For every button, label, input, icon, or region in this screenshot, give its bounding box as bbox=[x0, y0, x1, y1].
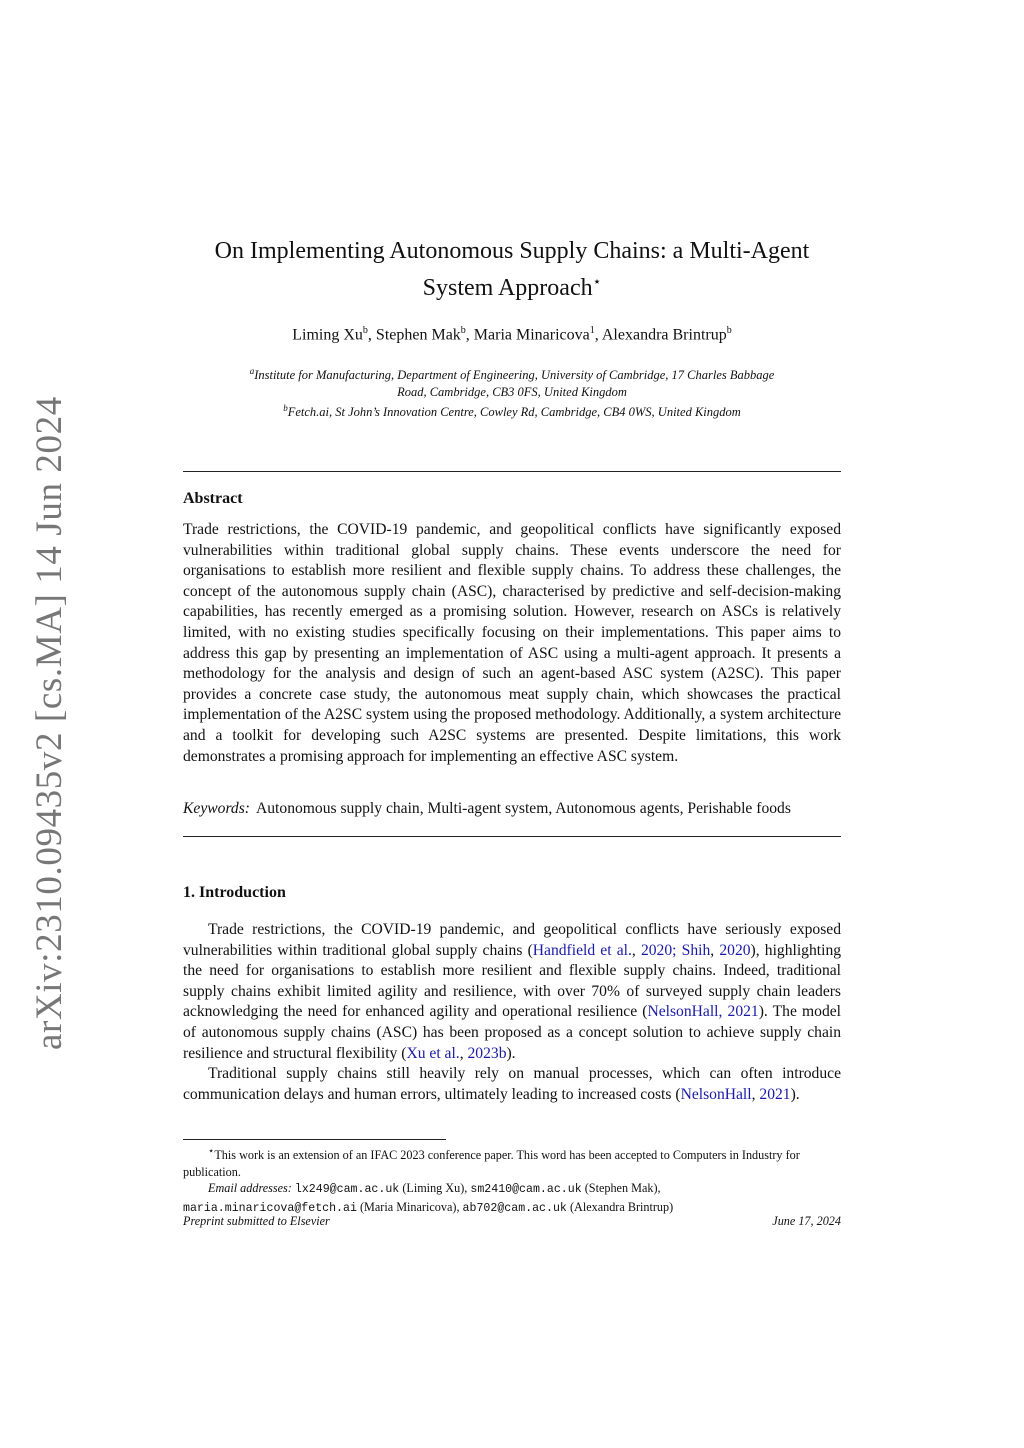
footnote-rule bbox=[183, 1139, 446, 1140]
paragraph-text: , bbox=[631, 941, 641, 959]
citation-link[interactable]: Xu et al. bbox=[406, 1044, 460, 1062]
author-separator: , bbox=[594, 326, 602, 344]
intro-paragraph-1 bbox=[183, 920, 841, 1064]
footnote-emails bbox=[183, 1180, 841, 1217]
paragraph-text: Traditional supply chains still heavily rely on manual processes, which can often introduce communication delays and human errors, ultimately leading to increased costs ( bbox=[183, 1065, 841, 1103]
author-separator: , bbox=[465, 326, 474, 344]
paragraph-text: ), highlighting the need for organisations to establish more resilient and flexible supply chains. Indeed, traditional supply chains exhibit limited agility and resilience, with over 70% of surveyed supply chain leaders acknowledging the need for enhanced agility and operational resilience ( bbox=[183, 941, 842, 1021]
keywords bbox=[183, 800, 841, 818]
title-line-1: On Implementing Autonomous Supply Chains: a Multi-Agent bbox=[214, 238, 810, 264]
author-affiliation-mark: b bbox=[726, 325, 732, 336]
citation-link[interactable]: Shih bbox=[681, 941, 711, 959]
email-label: Email addresses: bbox=[208, 1181, 292, 1196]
title-footnote-mark[interactable]: ⋆ bbox=[592, 275, 602, 290]
footer-date: June 17, 2024 bbox=[772, 1214, 841, 1228]
abstract-text: Trade restrictions, the COVID-19 pandemic, and geopolitical conflicts have significantly exposed vulnerabilities within traditional global supply chains. These events underscore the need for organisations to establish more resilient and flexible supply chains. To address these challenges, the concept of the autonomous supply chain (ASC), characterised by predictive and self-decision-making capabilities, has recently emerged as a promising solution. However, research on ASCs is relatively limited, with no existing studies specifically focusing on their implementations. This paper aims to address this gap by presenting an implementation of ASC using a multi-agent approach. It presents a methodology for the analysis and design of such an agent-based ASC system (A2SC). This paper provides a concrete case study, the autonomous meat supply chain, which showcases the practical implementation of the A2SC system using the proposed methodology. Additionally, a system architecture and a toolkit for developing such A2SC systems are presented. Despite limitations, this work demonstrates a promising approach for implementing an effective ASC system. bbox=[183, 521, 841, 765]
affiliation-a-line2: Road, Cambridge, CB3 0FS, United Kingdom bbox=[397, 384, 627, 399]
title-line-2: System Approach bbox=[422, 275, 593, 301]
paragraph-text: ). The model of autonomous supply chains (ASC) has been proposed as a concept solution to achieve supply chain resilience and structural flexibility ( bbox=[183, 1003, 841, 1062]
email-link[interactable]: ab702@cam.ac.uk bbox=[462, 1201, 567, 1215]
email-separator: , bbox=[456, 1199, 463, 1214]
citation-link[interactable]: NelsonHall bbox=[680, 1085, 752, 1103]
abstract-top-rule bbox=[183, 471, 841, 472]
paragraph-text: , bbox=[459, 1044, 468, 1062]
author-separator: , bbox=[367, 326, 376, 344]
footnote-text: This work is an extension of an IFAC 2023 conference paper. This word has been accepted to Computers in Industry for publication. bbox=[183, 1148, 800, 1179]
footer-preprint-note: Preprint submitted to Elsevier bbox=[183, 1214, 330, 1228]
author-affiliation-mark: 1 bbox=[589, 325, 595, 336]
citation-link[interactable]: 2020 bbox=[640, 941, 673, 959]
citation-link[interactable]: NelsonHall bbox=[647, 1003, 719, 1021]
abstract-heading: Abstract bbox=[183, 490, 243, 507]
footnote-note bbox=[183, 1144, 841, 1180]
paragraph-text: ). bbox=[506, 1044, 516, 1062]
email-separator: , bbox=[464, 1181, 471, 1196]
author: Stephen Mak bbox=[375, 326, 461, 344]
paragraph-text: ; bbox=[672, 941, 682, 959]
affiliation-a-mark: a bbox=[249, 366, 255, 376]
email-owner: (Maria Minaricova) bbox=[359, 1199, 457, 1214]
citation-link[interactable]: 2020 bbox=[719, 941, 751, 959]
author-list bbox=[183, 325, 841, 344]
author: Maria Minaricova bbox=[473, 326, 590, 344]
paragraph-text: ). bbox=[790, 1085, 800, 1103]
affiliation-a-line1: Institute for Manufacturing, Department of Engineering, University of Cambridge, 17 Charles Babbage bbox=[254, 368, 775, 383]
email-owner: (Stephen Mak) bbox=[584, 1181, 658, 1196]
keywords-label: Keywords: bbox=[183, 800, 250, 817]
section-heading-introduction: 1. Introduction bbox=[183, 884, 286, 901]
citation-link[interactable]: 2023b bbox=[467, 1044, 507, 1062]
email-owner: (Liming Xu) bbox=[402, 1181, 465, 1196]
email-link[interactable]: lx249@cam.ac.uk bbox=[294, 1183, 400, 1197]
footnote-mark: ⋆ bbox=[208, 1146, 215, 1157]
author: Alexandra Brintrup bbox=[601, 326, 727, 344]
email-separator: , bbox=[657, 1181, 661, 1196]
citation-link[interactable]: 2021 bbox=[759, 1085, 791, 1103]
paragraph-text: , bbox=[710, 941, 720, 959]
intro-paragraph-2 bbox=[183, 1064, 841, 1105]
arxiv-identifier-stamp: arXiv:2310.09435v2 [cs.MA] 14 Jun 2024 bbox=[29, 396, 70, 1050]
paragraph-text: , bbox=[751, 1085, 760, 1103]
paragraph-text: , bbox=[718, 1003, 728, 1021]
affiliation-b-line: Fetch.ai, St John’s Innovation Centre, Cowley Rd, Cambridge, CB4 0WS, United Kingdom bbox=[287, 405, 741, 420]
abstract-bottom-rule bbox=[183, 836, 841, 837]
author-affiliation-mark: b bbox=[460, 325, 466, 336]
author: Liming Xu bbox=[292, 326, 363, 344]
author-affiliation-mark: b bbox=[362, 325, 368, 336]
affiliations bbox=[183, 363, 841, 421]
keywords-text: Autonomous supply chain, Multi-agent system, Autonomous agents, Perishable foods bbox=[256, 800, 791, 817]
citation-link[interactable]: Handfield et al. bbox=[532, 941, 632, 959]
email-owner: (Alexandra Brintrup) bbox=[569, 1199, 674, 1214]
email-link[interactable]: maria.minaricova@fetch.ai bbox=[183, 1201, 357, 1215]
citation-link[interactable]: 2021 bbox=[727, 1003, 759, 1021]
paper-title bbox=[183, 235, 841, 304]
affiliation-b-mark: b bbox=[283, 403, 288, 414]
paragraph-text: Trade restrictions, the COVID-19 pandemic, and geopolitical conflicts have seriously exposed vulnerabilities within traditional global supply chains ( bbox=[183, 921, 841, 959]
footnote-block bbox=[183, 1144, 841, 1217]
email-link[interactable]: sm2410@cam.ac.uk bbox=[470, 1183, 582, 1197]
